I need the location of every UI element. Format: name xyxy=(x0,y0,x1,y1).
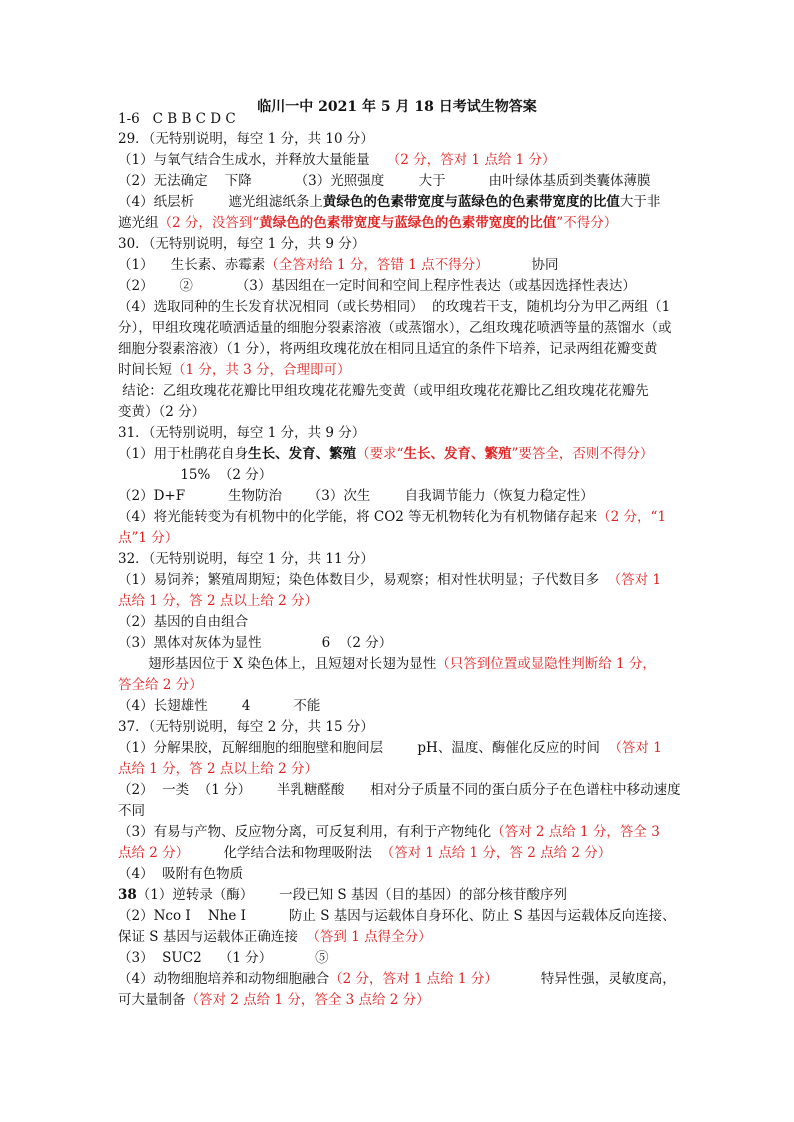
grading-note: 答全给 2 分） xyxy=(118,677,203,693)
answer-text: 32．（无特别说明，每空 1 分，共 11 分） xyxy=(118,551,374,567)
grading-note: 点给 1 分，答 2 点以上给 2 分） xyxy=(118,593,319,609)
answer-line xyxy=(118,591,318,611)
answer-text: （2） 一类 （1 分） 半乳糖醛酸 相对分子质量不同的蛋白质分子在色谱柱中移动速度 xyxy=(118,782,681,798)
answer-text: （3）有易与产物、反应物分离，可反复利用，有利于产物纯化 xyxy=(118,824,492,840)
answer-line xyxy=(118,171,651,191)
grading-note: （2 分，没答到“ xyxy=(158,215,260,231)
grading-note: （2 分，“1 xyxy=(597,509,667,525)
grading-note: 点给 1 分，答 2 点以上给 2 分） xyxy=(118,761,319,777)
answer-line xyxy=(118,885,567,905)
grading-note: （答对 1 xyxy=(607,572,662,588)
answer-line xyxy=(118,444,653,464)
answer-text: （4）动物细胞培养和动物细胞融合 xyxy=(118,971,330,987)
grading-note: （2 分，答对 1 点给 1 分） xyxy=(329,971,498,987)
answer-line xyxy=(118,109,236,129)
answer-line xyxy=(118,843,611,863)
answer-text: 大于非 xyxy=(619,194,661,210)
answer-line xyxy=(118,675,203,695)
answer-line xyxy=(118,255,559,275)
grading-note: （答对 2 点给 1 分，答全 3 点给 2 分） xyxy=(185,992,430,1008)
answer-text: 协同 xyxy=(488,257,559,273)
answer-line xyxy=(118,486,594,506)
answer-text: 特异性强，灵敏度高， xyxy=(497,971,676,987)
answer-text: （2）无法确定 下降 （3）光照强度 大于 由叶绿体基质到类囊体薄膜 xyxy=(118,173,651,189)
answer-text: 化学结合法和物理吸附法 xyxy=(189,845,381,861)
answer-text: （4）纸层析 遮光组滤纸条上 xyxy=(118,194,323,210)
answer-line xyxy=(118,696,320,716)
answer-text: 30．（无特别说明，每空 1 分，共 9 分） xyxy=(118,236,366,252)
answer-text: 可大量制备 xyxy=(118,992,186,1008)
answer-line xyxy=(118,234,365,254)
answer-text: （4）选取同种的生长发育状况相同（或长势相同） 的玫瑰若干支，随机均分为甲乙两组（1 xyxy=(118,299,671,315)
answer-text: （1）用于杜鹃花自身 xyxy=(118,446,249,462)
answer-line xyxy=(118,906,676,926)
answer-line xyxy=(118,864,243,884)
answer-text: （3）黑体对灰体为显性 6 （2 分） xyxy=(118,635,393,651)
answer-text: 时间长短 xyxy=(118,362,172,378)
grading-note: （答对 1 xyxy=(608,740,662,756)
answer-text: 细胞分裂素溶液）（1 分），将两组玫瑰花放在相同且适宜的条件下培养，记录两组花瓣变黄 xyxy=(118,341,658,357)
answer-text: 29．（无特别说明，每空 1 分，共 10 分） xyxy=(118,131,374,147)
answer-text: 黄绿色的色素带宽度与蓝绿色的色素带宽度的比值 xyxy=(322,194,620,210)
answer-line xyxy=(118,423,365,443)
answer-line xyxy=(118,612,248,632)
answer-text: 不同 xyxy=(118,803,145,819)
grading-note: 点给 2 分） xyxy=(118,845,190,861)
grading-note: （只答到位置或显隐性判断给 1 分， xyxy=(436,656,656,672)
answer-text: 遮光组 xyxy=(118,215,159,231)
answer-text: （2）基因的自由组合 xyxy=(118,614,249,630)
answer-line xyxy=(118,948,329,968)
answer-text: 分），甲组玫瑰花喷洒适量的细胞分裂素溶液（或蒸馏水），乙组玫瑰花喷洒等量的蒸馏水（或 xyxy=(118,320,672,336)
answer-text: （1）分解果胶，瓦解细胞的细胞壁和胞间层 pH、温度、酶催化反应的时间 xyxy=(118,740,609,756)
grading-note: （答对 2 点给 1 分，答全 3 xyxy=(491,824,660,840)
answer-line xyxy=(118,192,660,212)
answer-text: （2） ② （3）基因组在一定时间和空间上程序性表达（或基因选择性表达） xyxy=(118,278,636,294)
answer-line xyxy=(118,990,430,1010)
grading-note: 生长、发育、繁殖 xyxy=(403,446,512,462)
answer-line xyxy=(118,339,657,359)
document-title: 临川一中 2021 年 5 月 18 日考试生物答案 xyxy=(257,99,537,115)
answer-text: 31．（无特别说明，每空 1 分，共 9 分） xyxy=(118,425,366,441)
answer-line xyxy=(118,633,392,653)
answer-line xyxy=(118,780,681,800)
answer-text: （4） 吸附有色物质 xyxy=(118,866,244,882)
answer-text: 变黄）（2 分） xyxy=(118,404,206,420)
answer-text: （1）易饲养；繁殖周期短；染色体数目少，易观察；相对性状明显；子代数目多 xyxy=(118,572,608,588)
grading-note: （1 分，共 3 分，合理即可） xyxy=(172,362,351,378)
answer-text: （1）逆转录（酶） 一段已知 S 基因（目的基因）的部分核苷酸序列 xyxy=(136,887,567,903)
answer-text: （2）Nco Ⅰ Nhe Ⅰ 防止 S 基因与运载体自身环化、防止 S 基因与运载体反向连接、 xyxy=(118,908,676,924)
answer-line xyxy=(118,402,205,422)
answer-text: 结论：乙组玫瑰花花瓣比甲组玫瑰花花瓣先变黄（或甲组玫瑰花花瓣比乙组玫瑰花花瓣先 xyxy=(118,383,649,399)
answer-line xyxy=(118,969,676,989)
answer-line xyxy=(118,717,374,737)
grading-note: （要求“ xyxy=(356,446,404,462)
answer-line xyxy=(118,150,556,170)
grading-note: （全答对给 1 分，答错 1 点不得分） xyxy=(265,257,489,273)
answer-line xyxy=(118,360,351,380)
answer-text: （4）长翅雄性 4 不能 xyxy=(118,698,321,714)
answer-text: 37．（无特别说明，每空 2 分，共 15 分） xyxy=(118,719,374,735)
answer-text: 生长、发育、繁殖 xyxy=(248,446,357,462)
answer-line xyxy=(118,549,374,569)
answer-line xyxy=(118,528,178,548)
answer-text: 保证 S 基因与运载体正确连接 xyxy=(118,929,307,945)
answer-line xyxy=(146,465,272,485)
grading-note: 点”1 分） xyxy=(118,530,179,546)
answer-line xyxy=(118,801,145,821)
answer-line xyxy=(118,381,649,401)
grading-note: （2 分，答对 1 点给 1 分） xyxy=(386,152,556,168)
answer-line xyxy=(118,927,432,947)
answer-line xyxy=(118,570,661,590)
answer-text: （1）与氧气结合生成水，并释放大量能量 xyxy=(118,152,387,168)
answer-line xyxy=(118,297,670,317)
answer-line xyxy=(118,276,636,296)
answer-text: 38 xyxy=(118,887,137,903)
answer-line xyxy=(118,738,662,758)
grading-note: （答到 1 点得全分） xyxy=(306,929,432,945)
answer-line xyxy=(118,654,656,674)
grading-note: 黄绿色的色素带宽度与蓝绿色的色素带宽度的比值 xyxy=(259,215,557,231)
answer-line xyxy=(118,759,318,779)
grading-note: （答对 1 点给 1 分，答 2 点给 2 分） xyxy=(380,845,612,861)
grading-note: ”要答全，否则不得分） xyxy=(511,446,654,462)
answer-text: 1-6 C B B C D C xyxy=(118,111,236,127)
answer-text: （1） 生长素、赤霉素 xyxy=(118,257,266,273)
answer-line xyxy=(118,129,374,149)
answer-text: （3） SUC2 （1 分） ⑤ xyxy=(118,950,329,966)
answer-line xyxy=(118,507,666,527)
answer-text: 15% （2 分） xyxy=(146,467,273,483)
grading-note: ”不得分） xyxy=(556,215,618,231)
answer-text: 翅形基因位于 X 染色体上，且短翅对长翅为显性 xyxy=(118,656,437,672)
answer-text: （4）将光能转变为有机物中的化学能，将 CO2 等无机物转化为有机物储存起来 xyxy=(118,509,598,525)
answer-line xyxy=(118,822,660,842)
answer-line xyxy=(118,318,672,338)
answer-line xyxy=(118,213,617,233)
answer-text: （2）D+F 生物防治 （3）次生 自我调节能力（恢复力稳定性） xyxy=(118,488,594,504)
